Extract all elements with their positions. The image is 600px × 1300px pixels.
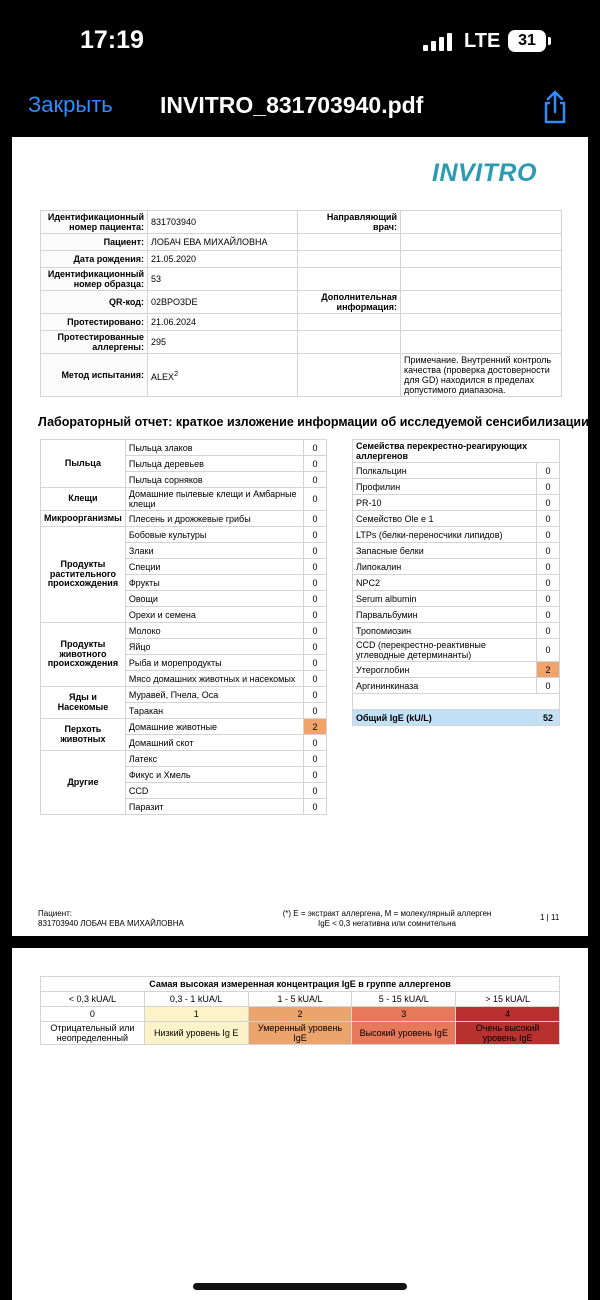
family-value: 0: [537, 511, 560, 527]
family-name: Полкальцин: [353, 463, 537, 479]
table-row: [41, 992, 560, 1007]
allergen-value: 0: [304, 735, 327, 751]
group-name: Продукты животного происхождения: [41, 623, 126, 687]
footer-patient: [38, 909, 184, 928]
allergen-name: Рыба и морепродукты: [125, 655, 303, 671]
doctor-label: Направляющий врач:: [298, 211, 401, 234]
family-name: Семейство Ole e 1: [353, 511, 537, 527]
allergen-value: 0: [304, 575, 327, 591]
table-row: [353, 543, 560, 559]
legend-class: 3: [352, 1007, 456, 1022]
table-row: [41, 1007, 560, 1022]
allergen-name: Овощи: [125, 591, 303, 607]
table-row: [353, 694, 560, 710]
family-value: 0: [537, 527, 560, 543]
legend-class: 2: [248, 1007, 352, 1022]
battery-tip: [548, 37, 551, 45]
table-row: [353, 623, 560, 639]
table-row: [41, 977, 560, 992]
footer-patient-label: Пациент:: [38, 909, 73, 918]
table-row: [41, 687, 327, 703]
sample-value: 53: [148, 268, 298, 291]
ige-legend-table: [40, 976, 560, 1045]
qc-note: Примечание. Внутренний контроль качества (проверка достоверности для GD) находился в пределах допустимого диапазона.: [401, 354, 562, 397]
table-row: [41, 623, 327, 639]
family-value: 0: [537, 495, 560, 511]
network-label: LTE: [464, 30, 501, 52]
patient-info-table: [40, 210, 562, 397]
tested-label: Протестировано:: [41, 314, 148, 331]
allergens-label: Протестированные аллергены:: [41, 331, 148, 354]
table-row: [41, 527, 327, 543]
table-row: [41, 488, 327, 511]
allergen-value: 0: [304, 607, 327, 623]
extra-value: [401, 291, 562, 314]
legend-description: Очень высокий уровень IgE: [456, 1022, 560, 1045]
allergen-name: CCD: [125, 783, 303, 799]
extra-label: Дополнительная информация:: [298, 291, 401, 314]
legend-description: Высокий уровень IgE: [352, 1022, 456, 1045]
status-time: 17:19: [80, 26, 144, 54]
allergen-name: Домашний скот: [125, 735, 303, 751]
id-value: 831703940: [148, 211, 298, 234]
table-row: [353, 607, 560, 623]
allergen-name: Пыльца деревьев: [125, 456, 303, 472]
allergen-name: Орехи и семена: [125, 607, 303, 623]
table-row: [353, 591, 560, 607]
group-name: Микроорганизмы: [41, 511, 126, 527]
allergen-value: 0: [304, 767, 327, 783]
family-value: 0: [537, 543, 560, 559]
allergen-name: Мясо домашних животных и насекомых: [125, 671, 303, 687]
allergen-name: Фикус и Хмель: [125, 767, 303, 783]
group-name: Продукты растительного происхождения: [41, 527, 126, 623]
allergen-value: 0: [304, 687, 327, 703]
family-name: NPC2: [353, 575, 537, 591]
legend-class: 0: [41, 1007, 145, 1022]
allergen-name: Латекс: [125, 751, 303, 767]
table-row: [353, 527, 560, 543]
dob-label: Дата рождения:: [41, 251, 148, 268]
allergen-value: 0: [304, 591, 327, 607]
family-value: 0: [537, 591, 560, 607]
document-title: INVITRO_831703940.pdf: [160, 92, 424, 118]
table-row: [353, 495, 560, 511]
share-icon[interactable]: [540, 90, 570, 124]
allergen-name: Таракан: [125, 703, 303, 719]
legend-range: 0,3 - 1 kUA/L: [144, 992, 248, 1007]
legend-description: Отрицательный или неопределенный: [41, 1022, 145, 1045]
legend-description: Умеренный уровень IgE: [248, 1022, 352, 1045]
allergen-value: 0: [304, 751, 327, 767]
pdf-page-1[interactable]: [12, 137, 588, 936]
allergen-value: 0: [304, 527, 327, 543]
family-value: 0: [537, 559, 560, 575]
method-sup: 2: [174, 368, 179, 378]
allergen-name: Пыльца сорняков: [125, 472, 303, 488]
family-name: Serum albumin: [353, 591, 537, 607]
allergen-groups-table: [40, 439, 327, 815]
allergen-value: 0: [304, 511, 327, 527]
table-row: [353, 662, 560, 678]
method-value: ALEX: [151, 371, 175, 382]
invitro-logo: INVITRO: [432, 159, 537, 187]
signal-icon: [423, 33, 452, 51]
group-name: Пыльца: [41, 440, 126, 488]
family-name: Утероглобин: [353, 662, 537, 678]
legend-range: 5 - 15 kUA/L: [352, 992, 456, 1007]
table-row: [41, 719, 327, 735]
footer-note-2: IgE < 0,3 негативна или сомнительна: [317, 918, 457, 928]
cross-reactive-families-table: [352, 439, 560, 726]
status-bar: [0, 0, 600, 80]
allergen-value: 0: [304, 671, 327, 687]
allergen-value: 0: [304, 488, 327, 511]
table-row: [41, 751, 327, 767]
family-name: Липокалин: [353, 559, 537, 575]
legend-class: 1: [144, 1007, 248, 1022]
allergens-value: 295: [148, 331, 298, 354]
family-name: Профилин: [353, 479, 537, 495]
qr-label: QR-код:: [41, 291, 148, 314]
qr-value: 02BPO3DE: [148, 291, 298, 314]
table-row: [353, 479, 560, 495]
allergen-name: Домашние животные: [125, 719, 303, 735]
method-value-cell: [148, 354, 298, 397]
family-value: 0: [537, 678, 560, 694]
family-value: 0: [537, 623, 560, 639]
allergen-name: Молоко: [125, 623, 303, 639]
total-ige-value: 52: [537, 710, 560, 726]
footer-patient-value: 831703940 ЛОБАЧ ЕВА МИХАЙЛОВНА: [38, 918, 184, 928]
table-row: [41, 511, 327, 527]
patient-label: Пациент:: [41, 234, 148, 251]
legend-class: 4: [456, 1007, 560, 1022]
total-ige-label: Общий IgE (kU/L): [353, 710, 537, 726]
footer-notes: [282, 909, 492, 928]
sample-label: Идентификационный номер образца:: [41, 268, 148, 291]
group-name: Яды и Насекомые: [41, 687, 126, 719]
close-button[interactable]: Закрыть: [28, 92, 113, 117]
family-name: LTPs (белки-переносчики липидов): [353, 527, 537, 543]
family-name: Парвальбумин: [353, 607, 537, 623]
footer-note-1: (*) E = экстракт аллергена, M = молекулярный аллерген: [282, 909, 492, 918]
allergen-value: 0: [304, 703, 327, 719]
home-indicator: [193, 1283, 407, 1290]
table-row: [41, 1022, 560, 1045]
family-value: 0: [537, 639, 560, 662]
family-value: 0: [537, 479, 560, 495]
report-heading: Лабораторный отчет: краткое изложение информации об исследуемой сенсибилизации: [38, 415, 589, 429]
allergen-value: 0: [304, 559, 327, 575]
allergen-name: Пыльца злаков: [125, 440, 303, 456]
group-name: Клещи: [41, 488, 126, 511]
group-name: Другие: [41, 751, 126, 815]
table-row: [353, 511, 560, 527]
table-row: [353, 639, 560, 662]
family-value: 0: [537, 463, 560, 479]
family-value: 0: [537, 575, 560, 591]
allergen-name: Бобовые культуры: [125, 527, 303, 543]
allergen-value: 0: [304, 623, 327, 639]
family-value: 0: [537, 607, 560, 623]
allergen-name: Домашние пылевые клещи и Амбарные клещи: [125, 488, 303, 511]
family-name: CCD (перекрестно-реактивные углеводные детерминанты): [353, 639, 537, 662]
families-title: Семейства перекрестно-реагирующих аллергенов: [353, 440, 560, 463]
table-row: [353, 440, 560, 463]
allergen-name: Муравей, Пчела, Оса: [125, 687, 303, 703]
table-row: [41, 440, 327, 456]
legend-range: > 15 kUA/L: [456, 992, 560, 1007]
allergen-value: 0: [304, 639, 327, 655]
table-row: [353, 559, 560, 575]
family-name: Тропомиозин: [353, 623, 537, 639]
family-name: Аргининкиназа: [353, 678, 537, 694]
method-label: Метод испытания:: [41, 354, 148, 397]
family-name: PR-10: [353, 495, 537, 511]
allergen-name: Злаки: [125, 543, 303, 559]
total-ige-row: [353, 710, 560, 726]
family-value: 2: [537, 662, 560, 678]
allergen-name: Паразит: [125, 799, 303, 815]
allergen-value: 0: [304, 543, 327, 559]
allergen-value: 2: [304, 719, 327, 735]
page-number: 1 | 11: [540, 913, 560, 922]
allergen-value: 0: [304, 440, 327, 456]
legend-description: Низкий уровень Ig E: [144, 1022, 248, 1045]
nav-bar: [0, 80, 600, 136]
group-name: Перхоть животных: [41, 719, 126, 751]
allergen-name: Фрукты: [125, 575, 303, 591]
allergen-name: Яйцо: [125, 639, 303, 655]
legend-title: Самая высокая измеренная концентрация IgE в группе аллергенов: [41, 977, 560, 992]
allergen-value: 0: [304, 655, 327, 671]
allergen-value: 0: [304, 472, 327, 488]
battery-icon: 31: [508, 30, 546, 52]
dob-value: 21.05.2020: [148, 251, 298, 268]
allergen-name: Плесень и дрожжевые грибы: [125, 511, 303, 527]
allergen-value: 0: [304, 783, 327, 799]
pdf-page-2[interactable]: [12, 948, 588, 1300]
tested-value: 21.06.2024: [148, 314, 298, 331]
table-row: [353, 463, 560, 479]
spacer-cell: [353, 694, 560, 710]
allergen-name: Специи: [125, 559, 303, 575]
id-label: Идентификационный номер пациента:: [41, 211, 148, 234]
patient-value: ЛОБАЧ ЕВА МИХАЙЛОВНА: [148, 234, 298, 251]
family-name: Запасные белки: [353, 543, 537, 559]
table-row: [353, 575, 560, 591]
legend-range: < 0,3 kUA/L: [41, 992, 145, 1007]
allergen-value: 0: [304, 799, 327, 815]
doctor-value: [401, 211, 562, 234]
legend-range: 1 - 5 kUA/L: [248, 992, 352, 1007]
allergen-value: 0: [304, 456, 327, 472]
table-row: [353, 678, 560, 694]
